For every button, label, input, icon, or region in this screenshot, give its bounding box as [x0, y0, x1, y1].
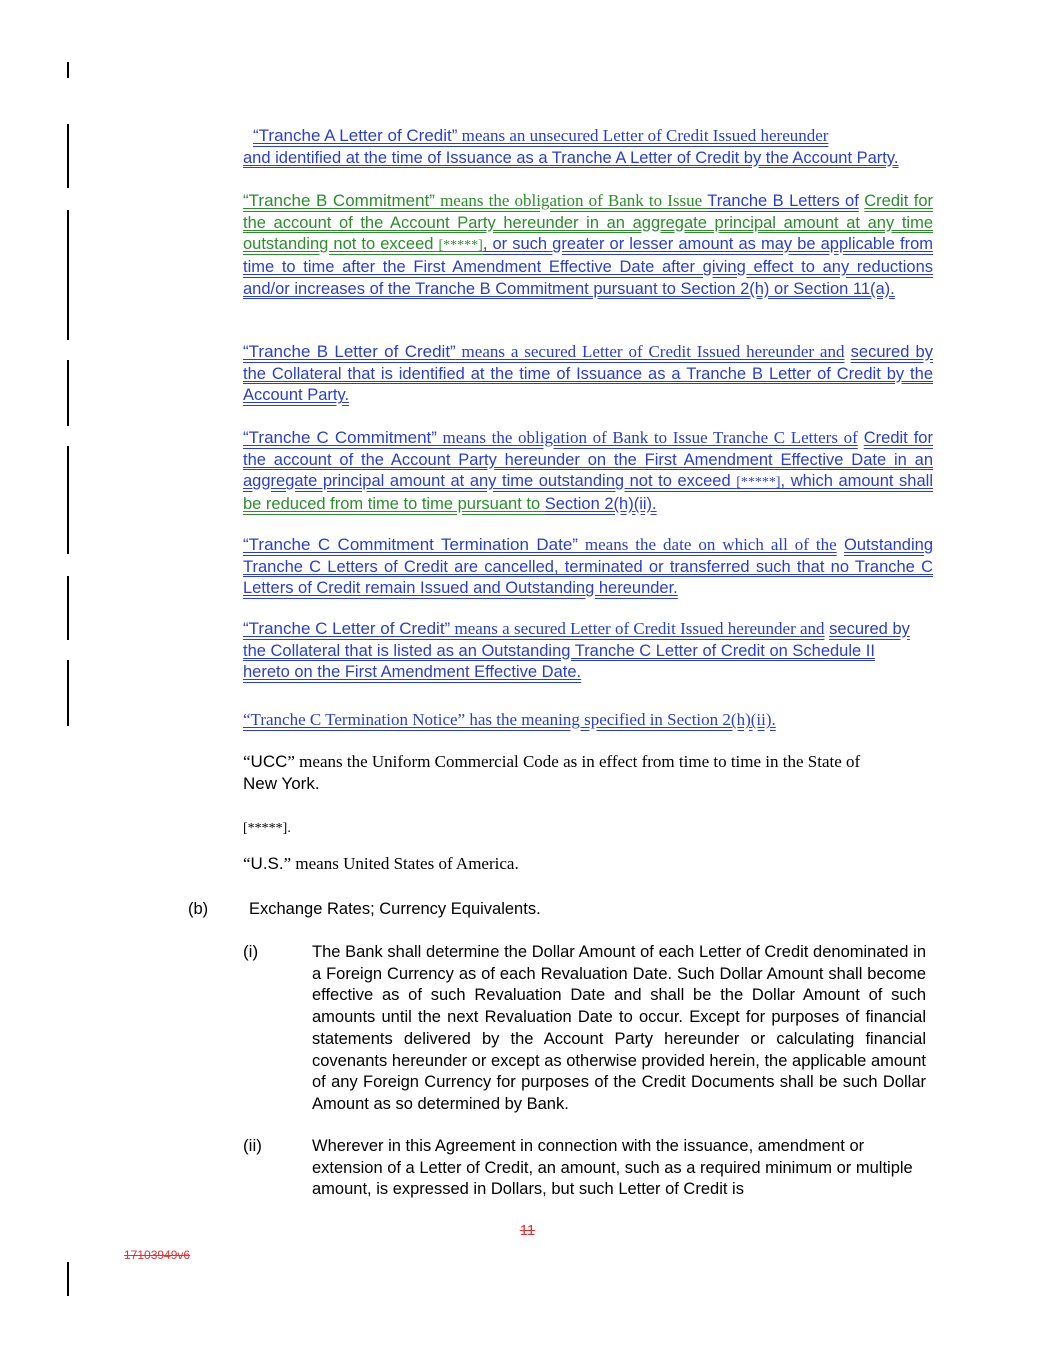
defined-term: “Tranche C Commitment”	[243, 428, 437, 447]
document-id: 17103949v6	[124, 1248, 191, 1262]
defined-term: U.S.	[250, 854, 284, 873]
change-bar	[67, 446, 69, 554]
change-bar	[67, 360, 69, 426]
item-body: Wherever in this Agreement in connection with the issuance, amendment or extension of a Letter of Credit, an amount, such as a required minimum or multiple amount, is expressed in Dollars, but such Letter of Credit is	[312, 1137, 913, 1199]
change-bar	[67, 1262, 69, 1296]
definition-tranche-c-commitment: “Tranche C Commitment” means the obligation of Bank to Issue Tranche C Letters of Credit for the account of the Account Party hereunder on the First Amendment Effective Date in an aggregate principal amount at any time outstanding not to exceed [*****], which amount shall be reduced from time to time pursuant to Section 2(h)(ii).	[243, 428, 933, 514]
page-number: 11	[519, 1222, 536, 1239]
definition-ucc: “UCC” means the Uniform Commercial Code as in effect from time to time in the State of New York.	[243, 752, 861, 793]
definition-us: “U.S.” means United States of America.	[243, 854, 519, 873]
section-b-label: (b)	[188, 900, 209, 918]
definition-tranche-b-loc: “Tranche B Letter of Credit” means a secured Letter of Credit Issued hereunder and secured by the Collateral that is identified at the time of Issuance as a Tranche B Letter of Credit by the Account Party.	[243, 342, 933, 405]
definition-tranche-b-commitment: “Tranche B Commitment” means the obligation of Bank to Issue Tranche B Letters of Credit for the account of the Account Party hereunder in an aggregate principal amount at any time outstanding not to exceed [*****], or such greater or lesser amount as may be applicable from time to time after the First Amendment Effective Date after giving effect to any reductions and/or increases of the Tranche B Commitment pursuant to Section 2(h) or Section 11(a).	[243, 191, 933, 298]
section-b-heading: Exchange Rates; Currency Equivalents.	[249, 900, 541, 918]
item-body: The Bank shall determine the Dollar Amount of each Letter of Credit denominated in a Foreign Currency as of each Revaluation Date. Such Dollar Amount shall become effective as of such Revaluation Date and shall be the Dollar Amount of such amounts until the next Revaluation Date to occur. Except for purposes of financial statements delivered by the Account Party hereunder or calculating financial covenants hereunder or except as otherwise provided herein, the applicable amount of any Foreign Currency for purposes of the Credit Documents shall be such Dollar Amount as so determined by Bank.	[312, 943, 926, 1113]
item-number: (i)	[243, 942, 259, 961]
defined-term: “Tranche A Letter of Credit”	[253, 126, 458, 145]
change-bar	[67, 660, 69, 726]
change-bar	[67, 62, 69, 78]
definition-tranche-a-loc: “Tranche A Letter of Credit” means an unsecured Letter of Credit Issued hereunder and identified at the time of Issuance as a Tranche A Letter of Credit by the Account Party.	[243, 126, 899, 167]
redacted-line: [*****].	[243, 821, 291, 836]
change-bar	[67, 576, 69, 640]
defined-term: “Tranche C Letter of Credit”	[243, 619, 451, 638]
definition-tranche-c-notice: “Tranche C Termination Notice” has the meaning specified in Section 2(h)(ii).	[243, 710, 776, 729]
definition-tranche-c-termination-date: “Tranche C Commitment Termination Date” means the date on which all of the Outstanding Tranche C Letters of Credit are cancelled, terminated or transferred such that no Tranche C Letters of Credit remain Issued and Outstanding hereunder.	[243, 535, 933, 598]
change-bar	[67, 124, 69, 188]
definition-tranche-c-loc: “Tranche C Letter of Credit” means a secured Letter of Credit Issued hereunder and secured by the Collateral that is listed as an Outstanding Tranche C Letter of Credit on Schedule II hereto on the First Amendment Effective Date.	[243, 619, 910, 682]
defined-term: UCC	[250, 752, 288, 771]
defined-term: “Tranche C Commitment Termination Date”	[243, 535, 578, 554]
redacted-amount: [*****]	[736, 475, 781, 491]
change-bar	[67, 210, 69, 340]
redacted-amount: [*****]	[438, 238, 483, 254]
defined-term: “Tranche B Letter of Credit”	[243, 342, 456, 361]
item-number: (ii)	[243, 1136, 262, 1155]
defined-term: “Tranche B Commitment”	[243, 191, 435, 210]
